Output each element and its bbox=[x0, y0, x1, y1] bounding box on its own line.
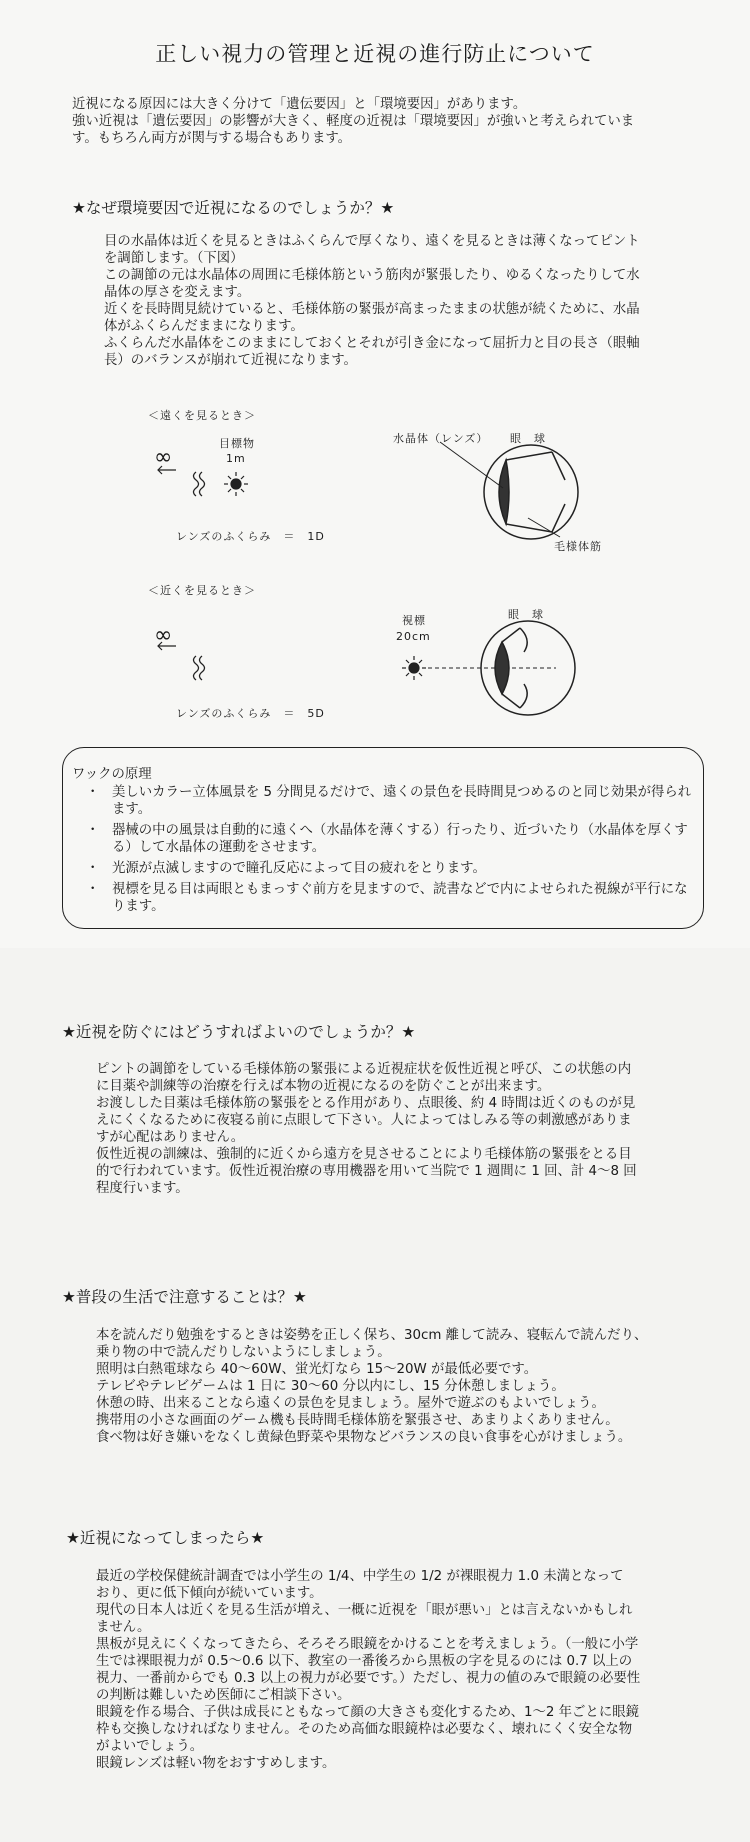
wac-principle-list bbox=[78, 784, 696, 919]
section4-line: 黒板が見えにくくなってきたら、そろそろ眼鏡をかけることを考えましょう。（一般に小学 bbox=[96, 1637, 639, 1652]
wac-item-text: 美しいカラー立体風景を 5 分間見るだけで、遠くの景色を長時間見つめるのと同じ効果が得られます。 bbox=[112, 785, 692, 817]
section4-line: 最近の学校保健統計調査では小学生の 1/4、中学生の 1/2 が裸眼視力 1.0 未満となって bbox=[96, 1569, 624, 1584]
list-item bbox=[78, 860, 696, 877]
wac-item-text: 視標を見る目は両眼ともまっすぐ前方を見ますので、読書などで内によせられた視線が平行になります。 bbox=[112, 882, 688, 914]
eyeball-label-near: 眼 球 bbox=[508, 608, 544, 621]
section4-line: ません。 bbox=[96, 1620, 151, 1635]
list-item bbox=[78, 881, 696, 915]
section1-line: ふくらんだ水晶体をこのままにしておくとそれが引き金になって屈折力と目の長さ（眼軸 bbox=[104, 336, 640, 351]
section3-line: 携帯用の小さな画面のゲーム機も長時間毛様体筋を緊張させ、あまりよくありません。 bbox=[96, 1413, 619, 1428]
section4-line: おり、更に低下傾向が続いています。 bbox=[96, 1586, 323, 1601]
section1-line: 長）のバランスが崩れて近視になります。 bbox=[104, 353, 357, 368]
wave-icon-near bbox=[194, 656, 205, 680]
wac-item-text: 器械の中の風景は自動的に遠くへ（水晶体を薄くする）行ったり、近づいたり（水晶体を厚くする）して水晶体の運動をさせます。 bbox=[112, 823, 688, 855]
wac-principle-title: ワックの原理 bbox=[72, 767, 152, 782]
section-heading-if-myopic: ★近視になってしまったら★ bbox=[66, 1529, 265, 1547]
ciliary-muscle-label: 毛様体筋 bbox=[554, 540, 602, 553]
section-heading-why: ★なぜ環境要因で近視になるのでしょうか？★ bbox=[72, 199, 395, 217]
section3-line: 本を読んだり勉強をするときは姿勢を正しく保ち、30cm 離して読み、寝転んで読んだり、 bbox=[96, 1328, 648, 1343]
bullet-mark: ・ bbox=[86, 785, 100, 800]
intro-line: す。もちろん両方が関与する場合もあります。 bbox=[72, 131, 352, 146]
section4-line: の判断は難しいため医師にご相談下さい。 bbox=[96, 1688, 351, 1703]
section4-line: がよいでしょう。 bbox=[96, 1739, 204, 1754]
far-view-title: ＜遠くを見るとき＞ bbox=[148, 409, 256, 422]
section3-line: 食べ物は好き嫌いをなくし黄緑色野菜や果物などバランスの良い食事を心がけましょう。 bbox=[96, 1430, 632, 1445]
lens-label: 水晶体（レンズ） bbox=[393, 432, 489, 445]
section2-line: 程度行います。 bbox=[96, 1181, 189, 1196]
far-distance-label: 1m bbox=[226, 452, 246, 465]
bullet-mark: ・ bbox=[86, 861, 100, 876]
eyeball-label-far: 眼 球 bbox=[510, 432, 546, 445]
section2-line: すが心配はありません。 bbox=[96, 1130, 245, 1145]
section4-line: 生では裸眼視力が 0.5〜0.6 以下、教室の一番後ろから黒板の字を見るのには 0.7 以上の bbox=[96, 1654, 633, 1669]
section4-line: 眼鏡を作る場合、子供は成長にともなって顔の大きさも変化するため、1〜2 年ごとに眼鏡 bbox=[96, 1705, 639, 1720]
section3-body bbox=[96, 1327, 716, 1446]
list-item bbox=[78, 784, 696, 818]
section2-line: お渡しした目薬は毛様体筋の緊張をとる作用があり、点眼後、約 4 時間は近くのものが見 bbox=[96, 1096, 636, 1111]
near-view-title: ＜近くを見るとき＞ bbox=[148, 584, 256, 597]
near-view-diagram bbox=[0, 0, 750, 740]
list-item bbox=[78, 822, 696, 856]
section3-line: 照明は白熱電球なら 40〜60W、蛍光灯なら 15〜20W が最低必要です。 bbox=[96, 1362, 538, 1377]
far-lens-label: レンズのふくらみ ＝ 1D bbox=[176, 530, 325, 543]
section3-line: 休憩の時、出来ることなら遠くの景色を見ましょう。屋外で遊ぶのもよいでしょう。 bbox=[96, 1396, 605, 1411]
section-heading-prevent: ★近視を防ぐにはどうすればよいのでしょうか？★ bbox=[62, 1023, 416, 1041]
section4-line: 現代の日本人は近くを見る生活が増え、一概に近視を「眼が悪い」とは言えないかもしれ bbox=[96, 1603, 633, 1618]
wac-item-text: 光源が点滅しますので瞳孔反応によって目の疲れをとります。 bbox=[112, 861, 486, 876]
near-lens-label: レンズのふくらみ ＝ 5D bbox=[176, 707, 325, 720]
infinity-symbol-near: ∞ bbox=[154, 623, 173, 648]
section3-line: テレビやテレビゲームは 1 日に 30〜60 分以内にし、15 分休憩しましょう。 bbox=[96, 1379, 565, 1394]
section1-line: 晶体の厚さを変えます。 bbox=[104, 285, 251, 300]
section1-line: この調節の元は水晶体の周囲に毛様体筋という筋肉が緊張したり、ゆるくなったりして水 bbox=[104, 268, 640, 283]
section2-line: ピントの調節をしている毛様体筋の緊張による近視症状を仮性近視と呼び、この状態の内 bbox=[96, 1062, 632, 1077]
section4-line: 眼鏡レンズは軽い物をおすすめします。 bbox=[96, 1756, 336, 1771]
section1-line: 目の水晶体は近くを見るときはふくらんで厚くなり、遠くを見るときは薄くなってピント bbox=[104, 234, 640, 249]
section4-line: 視力、一番前からでも 0.3 以上の視力が必要です。）ただし、視力の値のみで眼鏡の必要性 bbox=[96, 1671, 641, 1686]
section2-line: 的で行われています。仮性近視治療の専用機器を用いて当院で 1 週間に 1 回、計 4〜8 回 bbox=[96, 1164, 637, 1179]
arrow-icon-near bbox=[158, 642, 176, 650]
intro-line: 近視になる原因には大きく分けて「遺伝要因」と「環境要因」があります。 bbox=[72, 97, 527, 112]
intro-line: 強い近視は「遺伝要因」の影響が大きく、軽度の近視は「環境要因」が強いと考えられていま bbox=[72, 114, 635, 129]
near-target-label: 視標 bbox=[402, 614, 426, 627]
section2-line: に目薬や訓練等の治療を行えば本物の近視になるのを防ぐことが出来ます。 bbox=[96, 1079, 551, 1094]
section4-body bbox=[96, 1568, 716, 1772]
section2-line: 仮性近視の訓練は、強制的に近くから遠方を見させることにより毛様体筋の緊張をとる目 bbox=[96, 1147, 632, 1162]
section3-line: 乗り物の中で読んだりしないようにしましょう。 bbox=[96, 1345, 391, 1360]
far-target-label: 目標物 bbox=[219, 437, 255, 450]
bullet-mark: ・ bbox=[86, 823, 100, 838]
section2-body bbox=[96, 1061, 716, 1197]
section1-line: 体がふくらんだままになります。 bbox=[104, 319, 304, 334]
infinity-symbol-far: ∞ bbox=[154, 445, 173, 470]
section-heading-daily-life: ★普段の生活で注意することは？★ bbox=[62, 1288, 307, 1306]
section4-line: 枠も交換しなければなりません。そのため高価な眼鏡枠は必要なく、壊れにくく安全な物 bbox=[96, 1722, 633, 1737]
section2-line: えにくくなるために夜寝る前に点眼して下さい。人によってはしみる等の刺激感がありま bbox=[96, 1113, 632, 1128]
bullet-mark: ・ bbox=[86, 882, 100, 897]
target-burst-icon-near bbox=[402, 656, 426, 680]
document-title: 正しい視力の管理と近視の進行防止について bbox=[155, 42, 595, 66]
section1-line: を調節します。（下図） bbox=[104, 251, 244, 266]
section1-line: 近くを長時間見続けていると、毛様体筋の緊張が高まったままの状態が続くために、水晶 bbox=[104, 302, 640, 317]
near-distance-label: 20cm bbox=[396, 630, 431, 643]
